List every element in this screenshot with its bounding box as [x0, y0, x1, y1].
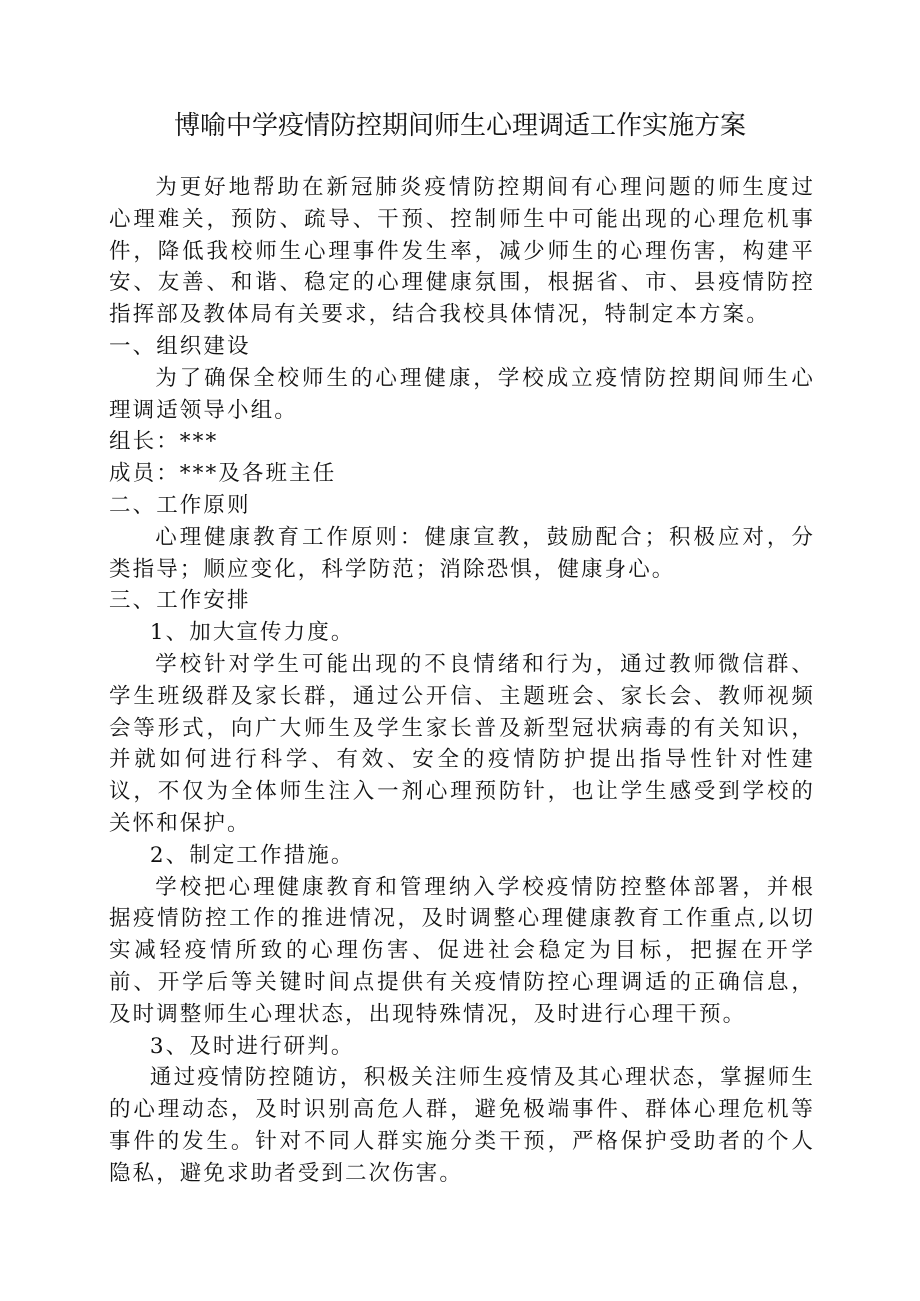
section-heading-arrangements: 三、工作安排	[109, 588, 251, 614]
item-heading-publicity: 1、加大宣传力度。	[149, 620, 355, 646]
item-paragraph-measures: 学校把心理健康教育和管理纳入学校疫情防控整体部署，并根据疫情防控工作的推进情况，及时调整心理健康教育工作重点,以切实减轻疫情所致的心理伤害、促进社会稳定为目标，把握在开学前、开学后等关键时间点提供有关疫情防控心理调适的正确信息，及时调整师生心理状态，出现特殊情况，及时进行心理干预。	[109, 874, 815, 1027]
section-heading-principles: 二、工作原则	[109, 492, 251, 518]
item-paragraph-assessment: 通过疫情防控随访，积极关注师生疫情及其心理状态，掌握师生的心理动态，及时识别高危人群，避免极端事件、群体心理危机等事件的发生。针对不同人群实施分类干预，严格保护受助者的个人隐私，避免求助者受到二次伤害。	[109, 1065, 815, 1186]
members-line: 成员：***及各班主任	[109, 461, 337, 487]
item-heading-measures: 2、制定工作措施。	[149, 842, 355, 868]
document-body	[109, 172, 815, 1190]
intro-paragraph: 为更好地帮助在新冠肺炎疫情防控期间有心理问题的师生度过心理难关，预防、疏导、干预、控制师生中可能出现的心理危机事件，降低我校师生心理事件发生率，减少师生的心理伤害，构建平安、友善、和谐、稳定的心理健康氛围，根据省、市、县疫情防控指挥部及教体局有关要求，结合我校具体情况，特制定本方案。	[109, 175, 815, 328]
section-heading-organization: 一、组织建设	[109, 333, 251, 359]
item-paragraph-publicity: 学校针对学生可能出现的不良情绪和行为，通过教师微信群、学生班级群及家长群，通过公开信、主题班会、家长会、教师视频会等形式，向广大师生及学生家长普及新型冠状病毒的有关知识，并就如何进行科学、有效、安全的疫情防护提出指导性针对性建议，不仅为全体师生注入一剂心理预防针，也让学生感受到学校的关怀和保护。	[109, 651, 815, 836]
section-paragraph-organization: 为了确保全校师生的心理健康，学校成立疫情防控期间师生心理调适领导小组。	[109, 365, 815, 423]
section-paragraph-principles: 心理健康教育工作原则：健康宣教，鼓励配合；积极应对，分类指导；顺应变化，科学防范；消除恐惧，健康身心。	[109, 524, 815, 582]
document-title: 博喻中学疫情防控期间师生心理调适工作实施方案	[173, 111, 746, 141]
leader-line: 组长：***	[109, 429, 219, 455]
item-heading-assessment: 3、及时进行研判。	[149, 1033, 355, 1059]
